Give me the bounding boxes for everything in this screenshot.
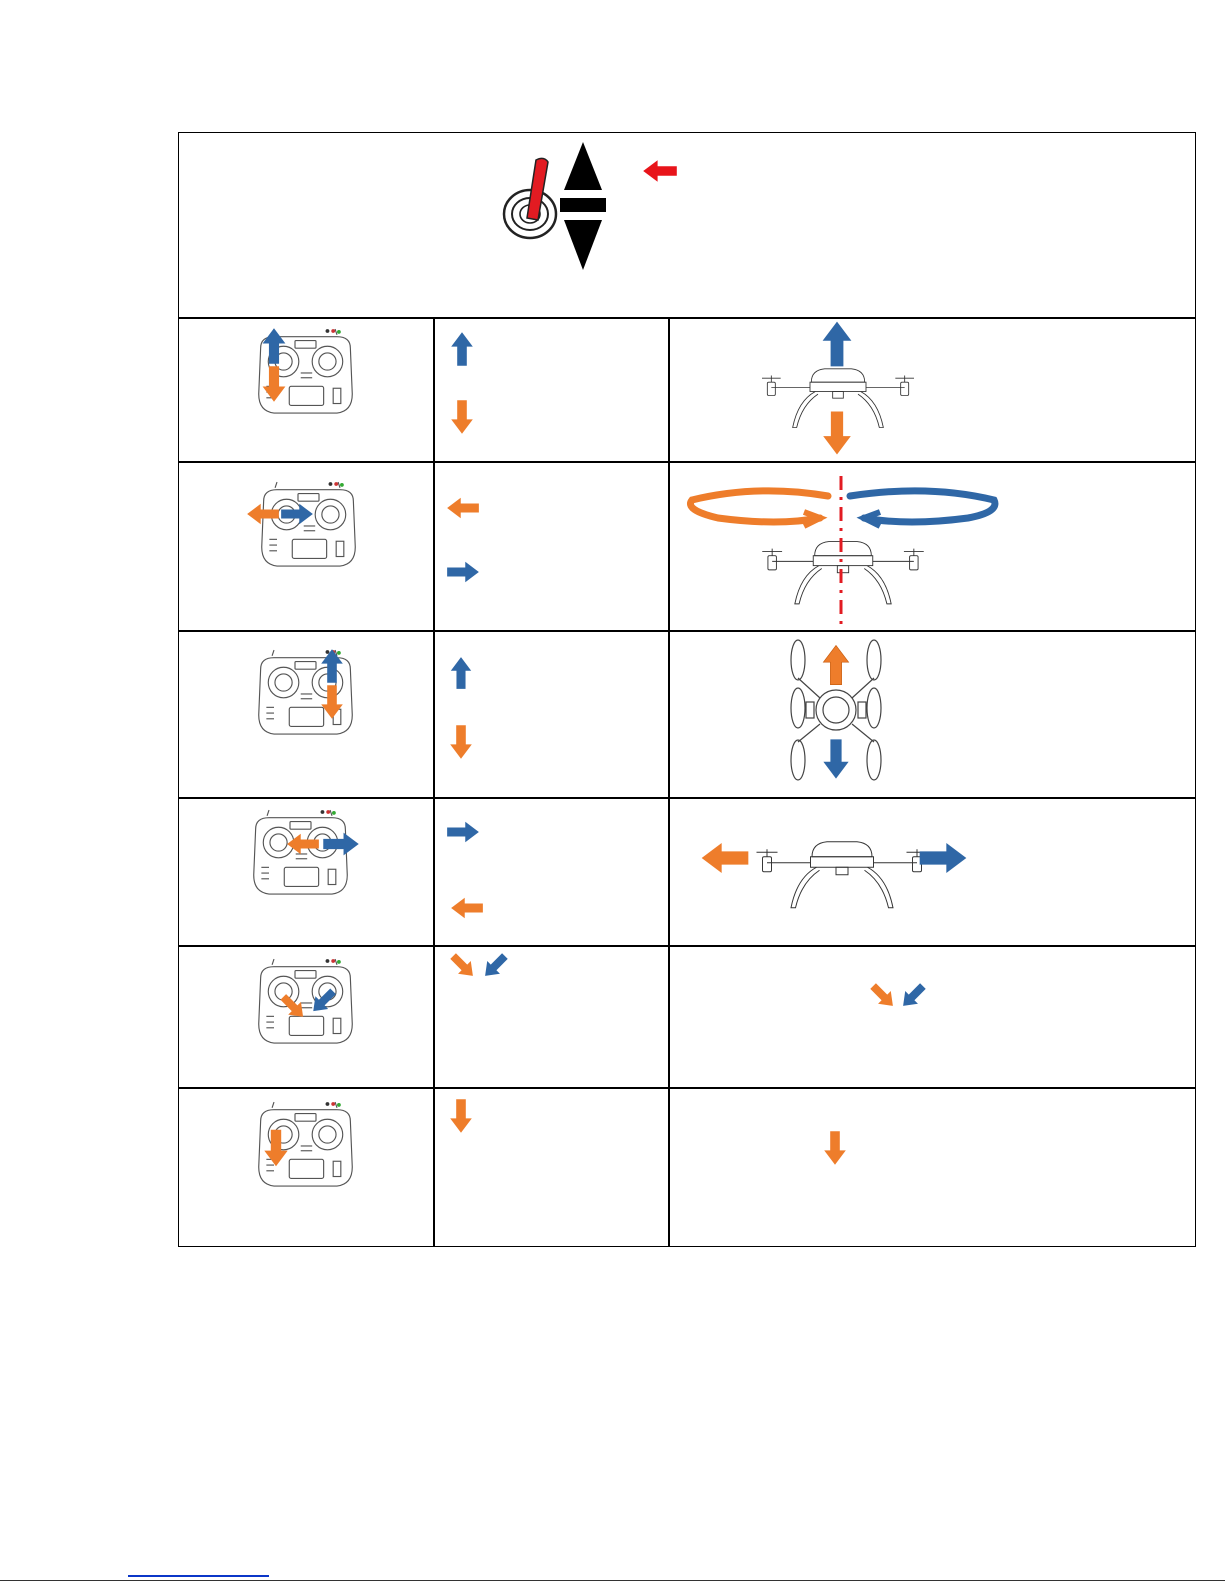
black-up-triangle-icon [560,140,606,200]
drone-ascend-descend-icon [758,318,918,458]
row-divider [178,1087,1196,1089]
transmitter-sticks-inward-icon [253,955,358,1055]
page-bottom-rule [0,1580,1225,1581]
row-divider [178,461,1196,463]
column-divider [433,317,435,1247]
black-down-triangle-icon [560,218,606,272]
red-toggle-stick-icon [500,146,560,246]
transmitter-left-stick-down-icon [253,1098,358,1198]
row-divider [178,945,1196,947]
orange-down-arrow-icon [820,1130,850,1166]
orange-diagonal-arrow-icon [446,949,480,983]
drone-rotate-icon [678,466,1000,626]
transmitter-left-stick-vertical-icon [253,325,358,420]
blue-right-arrow-icon [446,816,480,848]
blue-up-arrow-icon [446,656,476,690]
stick-center-bar [560,198,606,212]
orange-down-arrow-icon [446,724,476,760]
orange-left-arrow-icon [446,494,480,522]
column-divider [668,317,670,1247]
drone-topview-forward-backward-icon [776,638,896,783]
blue-diagonal-arrow-icon [478,949,512,983]
row-divider [178,630,1196,632]
transmitter-right-stick-horizontal-icon [248,806,363,906]
orange-left-arrow-icon [450,893,484,923]
orange-down-arrow-icon [446,1098,476,1134]
row-divider [178,797,1196,799]
red-left-arrow-icon [642,154,678,188]
drone-left-right-icon [700,814,980,934]
transmitter-left-stick-horizontal-icon [246,478,361,578]
orange-down-arrow-icon [446,399,478,435]
transmitter-right-stick-vertical-icon [253,646,358,746]
blue-right-arrow-icon [446,557,480,587]
footnote-link-underline[interactable] [128,1575,269,1577]
inward-arrows-icon [866,979,930,1013]
row-divider [178,317,1196,319]
blue-up-arrow-icon [446,331,478,367]
